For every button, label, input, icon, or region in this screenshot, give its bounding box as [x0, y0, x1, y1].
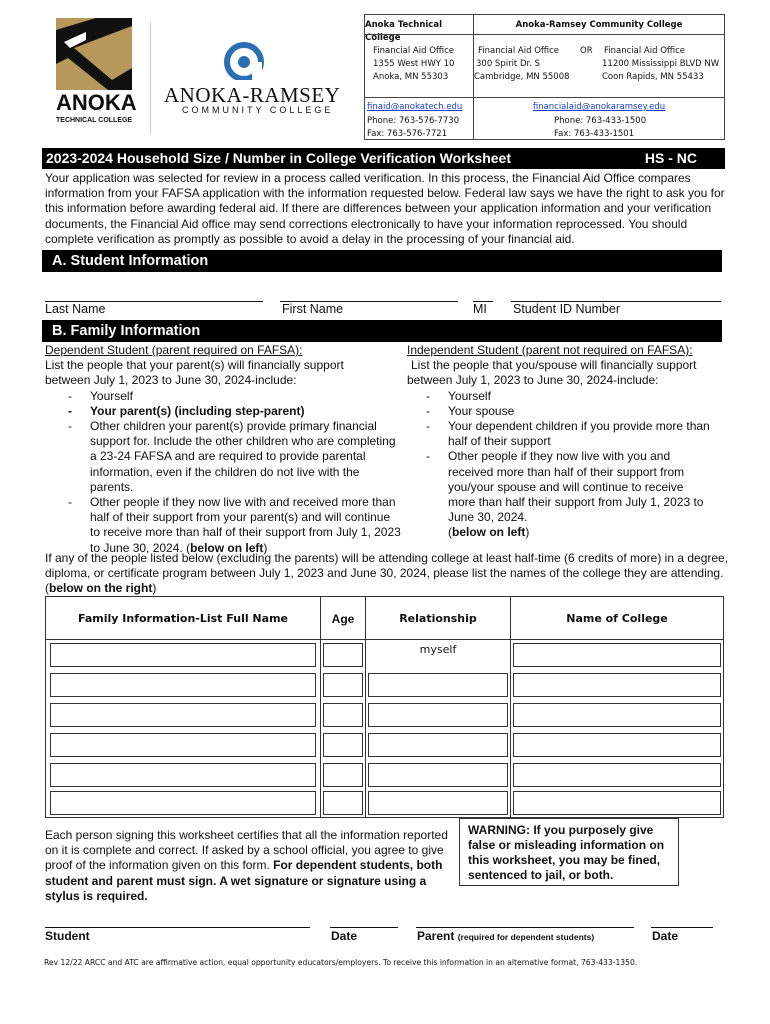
age-input-1[interactable] [323, 643, 363, 667]
relationship-input-5[interactable] [368, 763, 508, 787]
dependent-item-yourself: - Yourself [68, 388, 133, 403]
college-note-emphasis: below on the right [49, 581, 153, 596]
section-a-bar [42, 250, 722, 272]
certification-statement: Each person signing this worksheet certifies that all the information reported on it is complete and correct. If asked by a school official, you agree to give proof of the information given on this form. [45, 828, 448, 873]
name-input-1[interactable] [50, 643, 316, 667]
arcc-logo [222, 40, 266, 80]
arcc-email-link[interactable]: financialaid@anokaramsey.edu [532, 102, 666, 112]
independent-item-spouse: - Your spouse [426, 403, 515, 418]
college-input-5[interactable] [513, 763, 721, 787]
parent-label-group [417, 929, 594, 943]
dependent-item-others: - Other people if they now live with and received more than half of their support from your parent(s) and will continue to receive more than half of their support from July 1, 2023 to June 30, 2024. (below on left) [68, 495, 401, 555]
name-input-4[interactable] [50, 733, 316, 757]
name-input-2[interactable] [50, 673, 316, 697]
section-b-bar [42, 320, 722, 342]
mi-label: MI [473, 302, 487, 316]
parent-date-field[interactable] [651, 908, 713, 926]
arcc-logo-mark [222, 40, 266, 80]
independent-column [407, 343, 727, 541]
independent-item2-text: Your spouse [448, 403, 515, 418]
arcc-logo-text: ANOKA-RAMSEY [164, 83, 341, 107]
age-input-6[interactable] [323, 791, 363, 815]
dependent-item2-text: Your parent(s) (including step-parent) [90, 403, 305, 418]
parent-signature-line [416, 927, 634, 928]
mi-field[interactable] [473, 284, 493, 300]
independent-item-children: - Your dependent children if you provide more than half of their support [426, 419, 710, 449]
student-id-field[interactable] [511, 284, 721, 300]
arcc-right-address2: Coon Rapids, MN 55433 [602, 72, 704, 82]
student-signature-line [45, 927, 310, 928]
last-name-label: Last Name [45, 302, 106, 316]
dependent-line2: between July 1, 2023 to June 30, 2024-include: [45, 373, 297, 388]
dependent-heading: Dependent Student (parent required on FAFSA): [45, 343, 303, 357]
dependent-column [45, 343, 405, 556]
footer-note: Rev 12/22 ARCC and ATC are affirmative action, equal opportunity educators/employers. To receive this information in an alternative format, 763-433-1350. [44, 958, 638, 967]
independent-item1-text: Yourself [448, 388, 491, 403]
dependent-item1-text: Yourself [90, 388, 133, 403]
student-id-label: Student ID Number [513, 302, 620, 316]
section-a-title: A. Student Information [52, 253, 209, 269]
age-input-3[interactable] [323, 703, 363, 727]
student-date-field[interactable] [330, 908, 398, 926]
relationship-input-4[interactable] [368, 733, 508, 757]
atc-contact-box [364, 14, 474, 140]
date-label-parent: Date [652, 929, 679, 943]
independent-heading: Independent Student (parent not required on FAFSA): [407, 343, 693, 357]
atc-logo-text: ANOKA [56, 90, 137, 115]
header-full-name: Family Information-List Full Name [78, 612, 288, 625]
college-input-6[interactable] [513, 791, 721, 815]
parent-label: Parent [417, 929, 455, 943]
college-input-2[interactable] [513, 673, 721, 697]
name-input-5[interactable] [50, 763, 316, 787]
table-row [46, 640, 723, 670]
college-note [45, 551, 730, 597]
form-code: HS - NC [644, 150, 697, 166]
arcc-left-office: Financial Aid Office [478, 46, 560, 56]
independent-item3-text: Your dependent children if you provide more than half of their support [448, 419, 710, 449]
dependent-item4-close: ) [263, 540, 268, 555]
certification-text [45, 828, 450, 904]
arcc-name: Anoka-Ramsey Community College [515, 20, 683, 30]
student-signature-field[interactable] [45, 908, 310, 926]
dependent-item-parents: - Your parent(s) (including step-parent) [68, 403, 305, 418]
table-row [46, 760, 723, 790]
name-input-3[interactable] [50, 703, 316, 727]
independent-line2: between July 1, 2023 to June 30, 2024-include: [407, 373, 659, 388]
table-row [46, 789, 723, 817]
dependent-item-children: - Other children your parent(s) provide primary financial support for. Include the other children who are completing a 23-24 FAFSA and are required to provide parental information, even if the children do not live with the parents. [68, 419, 396, 494]
dependent-item3-text: Other children your parent(s) provide primary financial support for. Include the other children who are completing a 23-24 FAFSA and are required to provide parental information, even if the children do not live with the parents. [90, 419, 396, 494]
warning-text: WARNING: If you purposely give false or misleading information on this worksheet, you may be fined, sentenced to jail, or both. [468, 823, 665, 882]
date-label-student: Date [331, 929, 358, 943]
relationship-input-2[interactable] [368, 673, 508, 697]
last-name-field[interactable] [45, 284, 263, 300]
dependent-item4-text: Other people if they now live with and received more than half of their support from your parent(s) and will continue to receive more than half of their support from July 1, 2023 to June 30, 2024. ( [90, 495, 401, 555]
arcc-right-address1: 11200 Mississippi BLVD NW [602, 59, 720, 69]
college-input-3[interactable] [513, 703, 721, 727]
relationship-input-6[interactable] [368, 791, 508, 815]
arcc-phone: Phone: 763-433-1500 [554, 116, 647, 126]
arcc-fax: Fax: 763-433-1501 [554, 129, 635, 139]
header-college: Name of College [566, 612, 668, 625]
student-date-line [330, 927, 398, 928]
arcc-left-address2: Cambridge, MN 55008 [474, 72, 570, 82]
age-input-5[interactable] [323, 763, 363, 787]
college-input-4[interactable] [513, 733, 721, 757]
header-relationship: Relationship [399, 612, 477, 625]
atc-fax: Fax: 763-576-7721 [367, 129, 448, 139]
arcc-or: OR [580, 46, 593, 56]
title-bar [42, 148, 725, 169]
arcc-right-office: Financial Aid Office [604, 46, 686, 56]
first-name-field[interactable] [280, 284, 458, 300]
section-b-title: B. Family Information [52, 323, 201, 339]
atc-phone: Phone: 763-576-7730 [367, 116, 460, 126]
independent-item4-close: ) [525, 525, 530, 540]
family-table [45, 596, 724, 818]
college-input-1[interactable] [513, 643, 721, 667]
atc-logo-subtext: TECHNICAL COLLEGE [56, 117, 133, 124]
independent-item4-emphasis: below on left [452, 525, 526, 540]
arcc-left-address1: 300 Spirit Dr. S [476, 59, 541, 69]
atc-name: Anoka Technical College [365, 20, 442, 43]
independent-item4-open: ( [448, 525, 452, 540]
first-name-label: First Name [282, 302, 344, 316]
parent-label-note: (required for dependent students) [457, 932, 595, 942]
warning-box [459, 818, 679, 886]
page-title: 2023-2024 Household Size / Number in College Verification Worksheet [46, 150, 511, 166]
dependent-item4-emphasis: below on left [190, 540, 264, 555]
logo-divider [150, 22, 151, 134]
table-row [46, 670, 723, 700]
relationship-input-3[interactable] [368, 703, 508, 727]
arcc-logo-subtext: COMMUNITY COLLEGE [182, 105, 334, 115]
age-input-4[interactable] [323, 733, 363, 757]
atc-email-link[interactable]: finaid@anokatech.edu [367, 102, 463, 112]
certification-signature-requirement: For dependent students, both student and parent must sign. A wet signature or signature using a stylus is required. [45, 858, 443, 903]
parent-signature-field[interactable] [416, 908, 634, 926]
atc-address2: Anoka, MN 55303 [373, 72, 449, 82]
independent-item-others: - Other people if they now live with you and received more than half of their support from you/your spouse and will continue to receive more than half their support from July 1, 2023 to June 30, 2024. (below on left) [426, 449, 704, 540]
atc-address1: 1355 West HWY 10 [373, 59, 455, 69]
relationship-value-1: myself [419, 643, 457, 656]
college-note-text: If any of the people listed below (excluding the parents) will be attending college at least half-time (6 credits of more) in a degree, diploma, or certificate program between July 1, 2023 and June 30, 2024, please list the names of the college they are attending. ( [45, 551, 729, 596]
arcc-contact-box [473, 14, 725, 140]
intro-paragraph: Your application was selected for review in a process called verification. In this process, the Financial Aid Office compares information from your FAFSA application with the information requested below. Federal law says we have the right to ask you for this information before awarding federal aid. If there are differences between your application information and your verification documents, the Financial Aid office may send corrections electronically to have your information reprocessed. You should complete verification as promptly as possible to avoid a delay in the processing of your financial aid. [45, 171, 725, 246]
age-input-2[interactable] [323, 673, 363, 697]
parent-date-line [651, 927, 713, 928]
independent-line1: List the people that you/spouse will financially support [411, 358, 697, 373]
college-note-close: ) [152, 581, 157, 596]
independent-item-yourself: - Yourself [426, 388, 491, 403]
independent-item4-text: Other people if they now live with you and received more than half of their support from you/your spouse and will continue to receive more than half their support from July 1, 2023 to June 30, 2024. [448, 449, 704, 525]
table-row [46, 730, 723, 760]
header-age: Age [331, 612, 355, 626]
name-input-6[interactable] [50, 791, 316, 815]
atc-office: Financial Aid Office [373, 46, 455, 56]
dependent-line1: List the people that your parent(s) will financially support [45, 358, 344, 373]
table-row [46, 700, 723, 730]
student-label: Student [45, 929, 90, 943]
